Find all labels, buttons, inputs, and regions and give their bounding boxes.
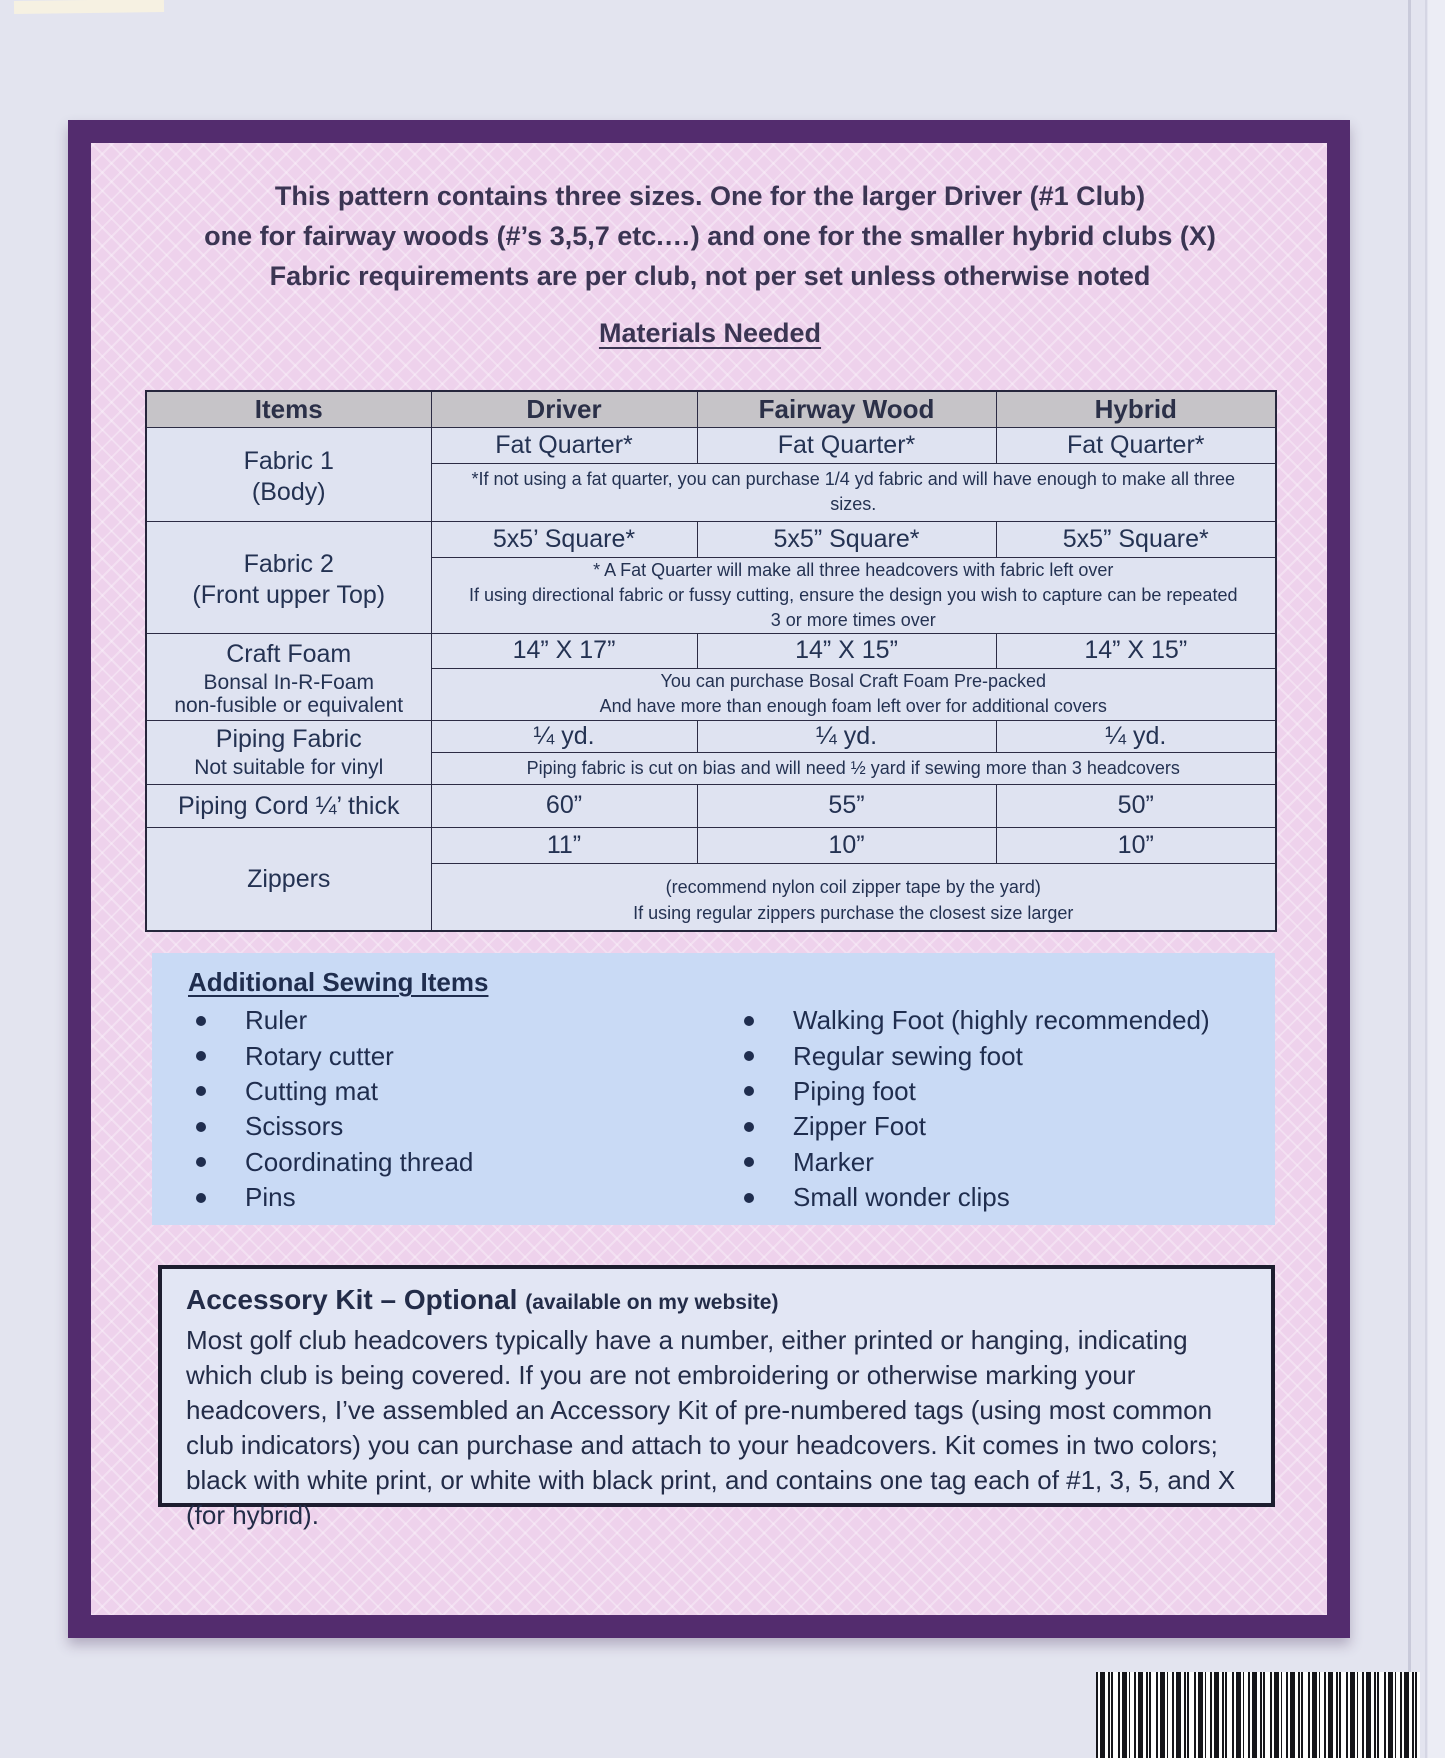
table-row bbox=[146, 720, 1276, 752]
item-fabric2: Fabric 2 (Front upper Top) bbox=[146, 521, 431, 633]
list-item: Scissors bbox=[196, 1109, 473, 1144]
paper-edge-line bbox=[1425, 0, 1427, 1758]
cell-craft-foam-fairway: 14” X 15” bbox=[697, 633, 996, 668]
cell-fabric2-hybrid: 5x5” Square* bbox=[996, 521, 1276, 557]
paper-corner-sliver bbox=[14, 0, 164, 14]
item-zippers: Zippers bbox=[146, 827, 431, 931]
materials-table bbox=[145, 390, 1277, 932]
bullet-icon bbox=[196, 1051, 206, 1061]
list-item: Cutting mat bbox=[196, 1074, 473, 1109]
bullet-icon bbox=[744, 1157, 754, 1167]
note-zippers: (recommend nylon coil zipper tape by the yard) If using regular zippers purchase the closest size larger bbox=[431, 863, 1276, 931]
bullet-icon bbox=[196, 1086, 206, 1096]
cell-craft-foam-hybrid: 14” X 15” bbox=[996, 633, 1276, 668]
cell-zippers-fairway: 10” bbox=[697, 827, 996, 863]
cell-piping-fabric-driver: ¼ yd. bbox=[431, 720, 697, 752]
additional-sewing-items-box bbox=[152, 953, 1275, 1225]
list-item: Marker bbox=[744, 1145, 1210, 1180]
table-row bbox=[146, 633, 1276, 668]
list-item: Pins bbox=[196, 1180, 473, 1215]
bullet-icon bbox=[196, 1016, 206, 1026]
table-row bbox=[146, 784, 1276, 827]
table-row bbox=[146, 521, 1276, 557]
item-piping-fabric: Piping Fabric Not suitable for vinyl bbox=[146, 720, 431, 784]
list-item: Small wonder clips bbox=[744, 1180, 1210, 1215]
intro-line-2: one for fairway woods (#’s 3,5,7 etc.…) and one for the smaller hybrid clubs (X) bbox=[204, 221, 1216, 251]
cell-piping-cord-fairway: 55” bbox=[697, 784, 996, 827]
column-header-fairway-wood: Fairway Wood bbox=[697, 391, 996, 427]
item-fabric1: Fabric 1 (Body) bbox=[146, 427, 431, 521]
bullet-icon bbox=[744, 1193, 754, 1203]
list-item: Piping foot bbox=[744, 1074, 1210, 1109]
note-piping-fabric: Piping fabric is cut on bias and will need ½ yard if sewing more than 3 headcovers bbox=[431, 752, 1276, 784]
additional-sewing-items-title: Additional Sewing Items bbox=[188, 967, 489, 997]
materials-needed-title: Materials Needed bbox=[598, 318, 822, 348]
barcode-image bbox=[1096, 1672, 1420, 1758]
note-fabric2: * A Fat Quarter will make all three headcovers with fabric left over If using directional fabric or fussy cutting, ensure the design you wish to capture can be repeated 3 or more times over bbox=[431, 557, 1276, 633]
list-item: Coordinating thread bbox=[196, 1145, 473, 1180]
intro-line-1: This pattern contains three sizes. One for the larger Driver (#1 Club) bbox=[274, 181, 1146, 211]
list-item: Regular sewing foot bbox=[744, 1038, 1210, 1073]
note-craft-foam: You can purchase Bosal Craft Foam Pre-packed And have more than enough foam left over for additional covers bbox=[431, 668, 1276, 720]
cell-fabric1-fairway: Fat Quarter* bbox=[697, 427, 996, 463]
column-header-driver: Driver bbox=[431, 391, 697, 427]
bullet-icon bbox=[744, 1051, 754, 1061]
bullet-icon bbox=[196, 1122, 206, 1132]
bullet-icon bbox=[196, 1193, 206, 1203]
list-item: Rotary cutter bbox=[196, 1038, 473, 1073]
bullet-icon bbox=[744, 1122, 754, 1132]
cell-zippers-hybrid: 10” bbox=[996, 827, 1276, 863]
list-item: Zipper Foot bbox=[744, 1109, 1210, 1144]
item-craft-foam: Craft Foam Bonsal In-R-Foam non-fusible or equivalent bbox=[146, 633, 431, 720]
cell-fabric1-driver: Fat Quarter* bbox=[431, 427, 697, 463]
accessory-kit-title: Accessory Kit – Optional (available on my website) bbox=[186, 1284, 779, 1315]
sewing-items-list-right bbox=[744, 1003, 1210, 1215]
intro-paragraph bbox=[92, 176, 1328, 296]
bullet-icon bbox=[744, 1016, 754, 1026]
sewing-items-list-left bbox=[196, 1003, 473, 1215]
paper-edge-shade bbox=[1428, 0, 1445, 1758]
cell-piping-fabric-fairway: ¼ yd. bbox=[697, 720, 996, 752]
accessory-kit-title-note: (available on my website) bbox=[525, 1291, 779, 1314]
cell-piping-fabric-hybrid: ¼ yd. bbox=[996, 720, 1276, 752]
cell-piping-cord-hybrid: 50” bbox=[996, 784, 1276, 827]
cell-fabric2-fairway: 5x5” Square* bbox=[697, 521, 996, 557]
item-piping-cord: Piping Cord ¼’ thick bbox=[146, 784, 431, 827]
cell-craft-foam-driver: 14” X 17” bbox=[431, 633, 697, 668]
table-header-row bbox=[146, 391, 1276, 427]
accessory-kit-description: Most golf club headcovers typically have a number, either printed or hanging, indicating which club is being covered. If you are not embroidering or otherwise marking your headcovers, I’ve assembled an Accessory Kit of pre-numbered tags (using most common club indicators) you can purchase and attach to your headcovers. Kit comes in two colors; black with white print, or white with black print, and contains one tag each of #1, 3, 5, and X (for hybrid). bbox=[186, 1325, 1236, 1530]
cell-piping-cord-driver: 60” bbox=[431, 784, 697, 827]
bullet-icon bbox=[744, 1086, 754, 1096]
table-row bbox=[146, 827, 1276, 863]
list-item: Walking Foot (highly recommended) bbox=[744, 1003, 1210, 1038]
paper-edge-line bbox=[1408, 0, 1411, 1758]
list-item: Ruler bbox=[196, 1003, 473, 1038]
note-fabric1: *If not using a fat quarter, you can purchase 1/4 yd fabric and will have enough to make all three sizes. bbox=[431, 463, 1276, 521]
column-header-items: Items bbox=[146, 391, 431, 427]
intro-line-3: Fabric requirements are per club, not per set unless otherwise noted bbox=[269, 261, 1151, 291]
table-row bbox=[146, 427, 1276, 463]
accessory-kit-box bbox=[158, 1265, 1275, 1530]
cell-fabric2-driver: 5x5’ Square* bbox=[431, 521, 697, 557]
cell-fabric1-hybrid: Fat Quarter* bbox=[996, 427, 1276, 463]
cell-zippers-driver: 11” bbox=[431, 827, 697, 863]
column-header-hybrid: Hybrid bbox=[996, 391, 1276, 427]
bullet-icon bbox=[196, 1157, 206, 1167]
